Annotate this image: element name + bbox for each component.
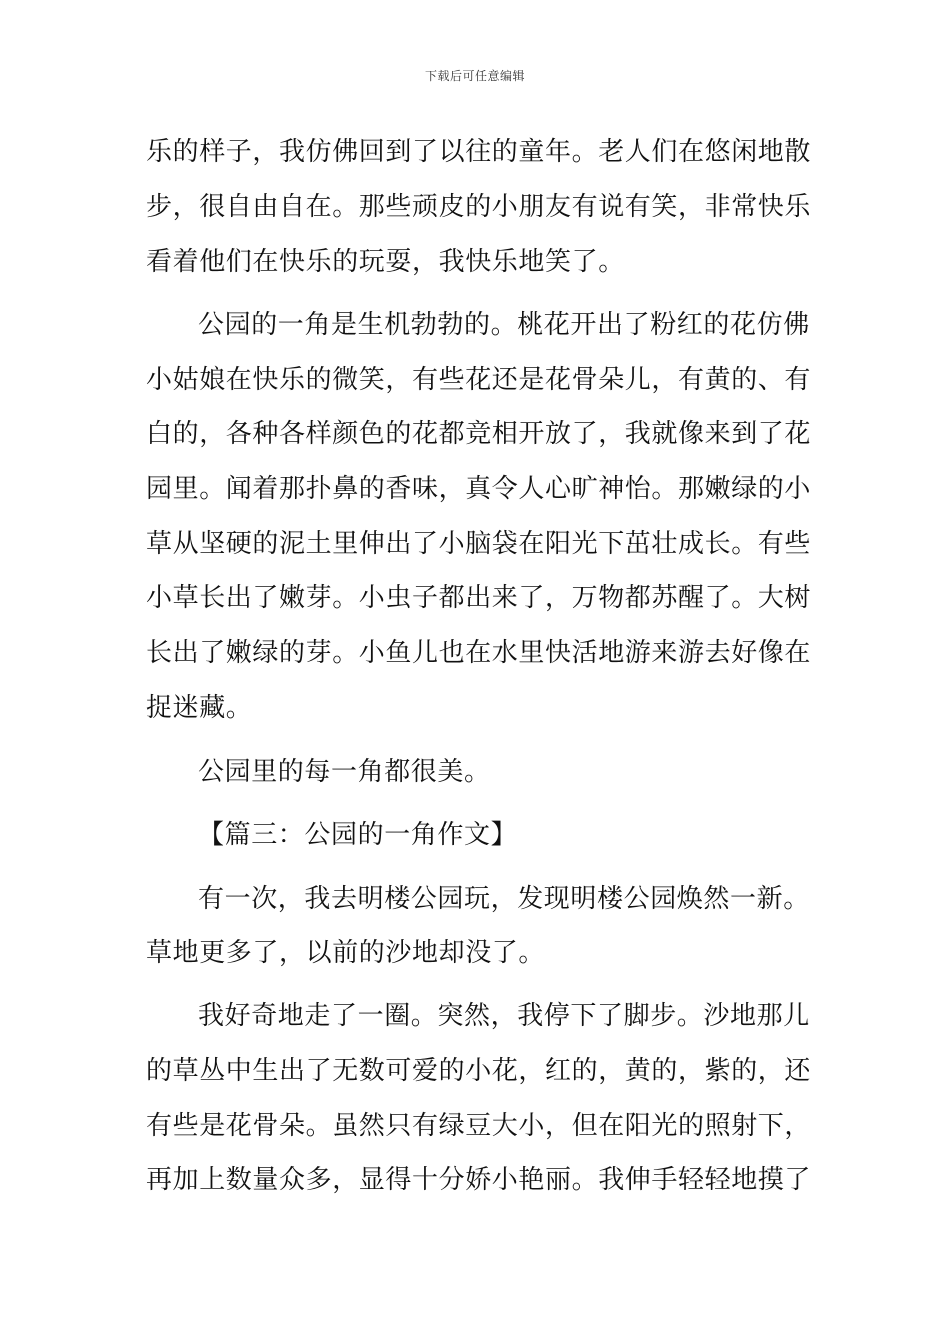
text-line-6: 白的，各种各样颜色的花都竞相开放了，我就像来到了花	[146, 419, 812, 449]
text-line-9: 小草长出了嫩芽。小虫子都出来了，万物都苏醒了。大树	[146, 583, 812, 613]
text-line-2: 步，很自由自在。那些顽皮的小朋友有说有笑，非常快乐	[146, 192, 812, 222]
text-line-10: 长出了嫩绿的芽。小鱼儿也在水里快活地游来游去好像在	[146, 638, 812, 668]
section-heading: 【篇三：公园的一角作文】	[198, 820, 518, 850]
text-line-3: 看着他们在快乐的玩耍，我快乐地笑了。	[146, 247, 625, 277]
text-line-1: 乐的样子，我仿佛回到了以往的童年。老人们在悠闲地散	[146, 137, 812, 167]
text-line-4: 公园的一角是生机勃勃的。桃花开出了粉红的花仿佛	[198, 310, 810, 340]
text-line-14: 有一次，我去明楼公园玩，发现明楼公园焕然一新。	[198, 884, 810, 914]
text-line-18: 有些是花骨朵。虽然只有绿豆大小，但在阳光的照射下，	[146, 1111, 812, 1141]
text-line-16: 我好奇地走了一圈。突然，我停下了脚步。沙地那儿	[198, 1001, 810, 1031]
text-line-11: 捉迷藏。	[146, 693, 253, 723]
text-line-15: 草地更多了，以前的沙地却没了。	[146, 938, 546, 968]
page-header: 下载后可任意编辑	[424, 69, 525, 83]
text-line-7: 园里。闻着那扑鼻的香味，真令人心旷神怡。那嫩绿的小	[146, 474, 812, 504]
text-line-8: 草从坚硬的泥土里伸出了小脑袋在阳光下茁壮成长。有些	[146, 529, 812, 559]
text-line-5: 小姑娘在快乐的微笑，有些花还是花骨朵儿，有黄的、有	[146, 365, 812, 395]
text-line-12: 公园里的每一角都很美。	[198, 757, 491, 787]
text-line-19: 再加上数量众多，显得十分娇小艳丽。我伸手轻轻地摸了	[146, 1165, 812, 1195]
text-line-17: 的草丛中生出了无数可爱的小花，红的，黄的，紫的，还	[146, 1056, 812, 1086]
